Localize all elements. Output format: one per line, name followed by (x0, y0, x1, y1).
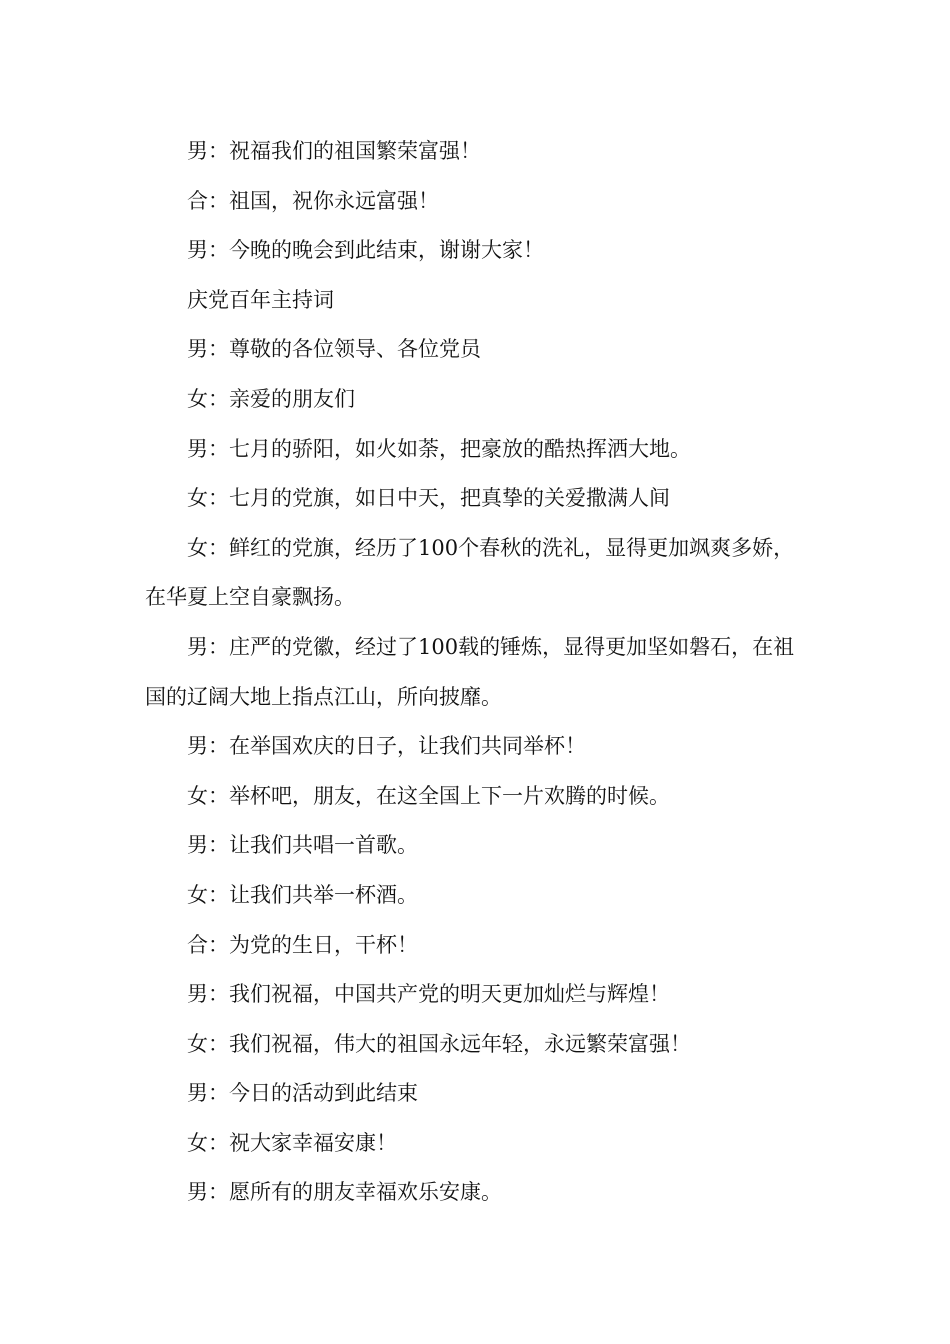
paragraph: 男：今日的活动到此结束 (187, 1081, 418, 1106)
document-body (145, 127, 810, 1218)
paragraph: 女：亲爱的朋友们 (187, 386, 355, 411)
paragraph: 女：我们祝福，伟大的祖国永远年轻，永远繁荣富强！ (187, 1031, 691, 1056)
paragraph: 男：七月的骄阳，如火如荼，把豪放的酷热挥洒大地。 (187, 436, 691, 461)
paragraph: 女：举杯吧，朋友，在这全国上下一片欢腾的时候。 (187, 783, 670, 808)
paragraph: 男：今晚的晚会到此结束，谢谢大家！ (187, 238, 544, 263)
paragraph: 男：祝福我们的祖国繁荣富强！ (187, 139, 481, 163)
paragraph: 男：愿所有的朋友幸福欢乐安康。 (187, 1180, 502, 1205)
paragraph: 合：祖国，祝你永远富强！ (187, 188, 439, 213)
paragraph: 男：尊敬的各位领导、各位党员 (187, 337, 481, 362)
paragraph: 男：我们祝福，中国共产党的明天更加灿烂与辉煌！ (187, 982, 670, 1007)
paragraph: 女：七月的党旗，如日中天，把真挚的关爱撒满人间 (187, 486, 670, 511)
paragraph: 女：祝大家幸福安康！ (187, 1130, 397, 1155)
paragraph: 男：让我们共唱一首歌。 (187, 833, 418, 858)
paragraph: 合：为党的生日，干杯！ (187, 932, 418, 957)
paragraph: 男：在举国欢庆的日子，让我们共同举杯！ (187, 734, 586, 759)
paragraph: 女：让我们共举一杯酒。 (187, 882, 418, 907)
paragraph: 男：庄严的党徽，经过了100载的锤炼，显得更加坚如磐石，在祖国的辽阔大地上指点江山，所向披靡。 (145, 634, 795, 709)
paragraph: 女：鲜红的党旗，经历了100个春秋的洗礼，显得更加飒爽多娇，在华夏上空自豪飘扬。 (145, 535, 795, 610)
section-heading: 庆党百年主持词 (187, 287, 334, 312)
